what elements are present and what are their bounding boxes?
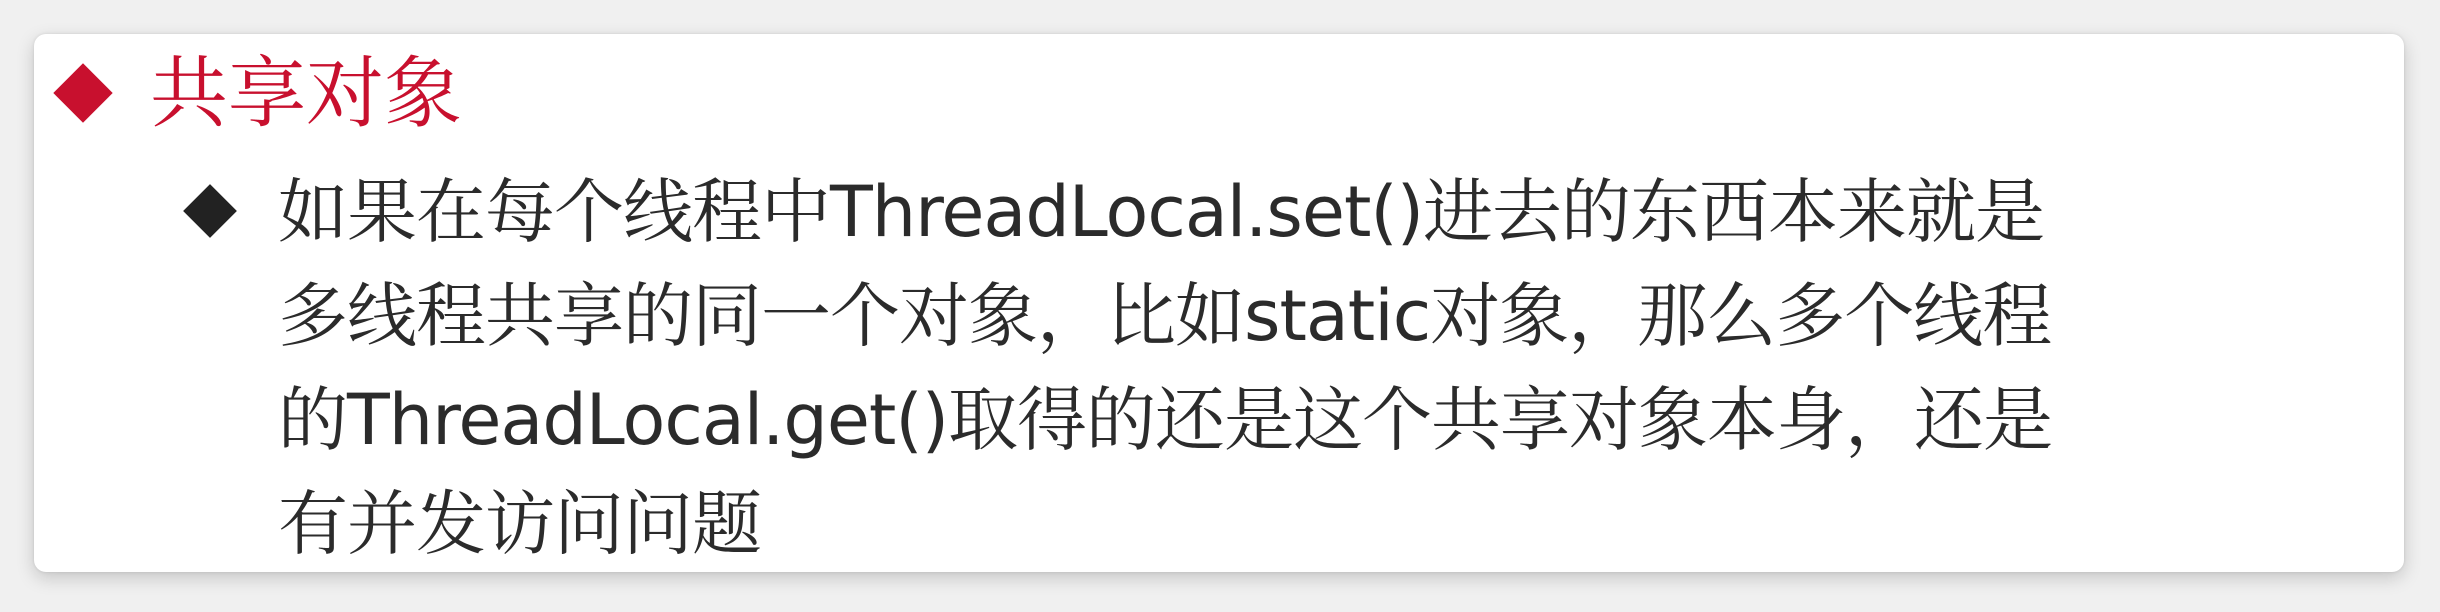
section-heading: 共享对象	[150, 49, 463, 139]
paragraph-line: 多线程共享的同一个对象，比如static对象，那么多个线程	[278, 275, 2052, 357]
paragraph-line: 有并发访问问题	[278, 483, 761, 565]
bullet-paragraph	[278, 160, 2378, 576]
paragraph-line: 如果在每个线程中ThreadLocal.set()进去的东西本来就是	[278, 171, 2045, 253]
paragraph-line: 的ThreadLocal.get()取得的还是这个共享对象本身，还是	[278, 379, 2053, 461]
